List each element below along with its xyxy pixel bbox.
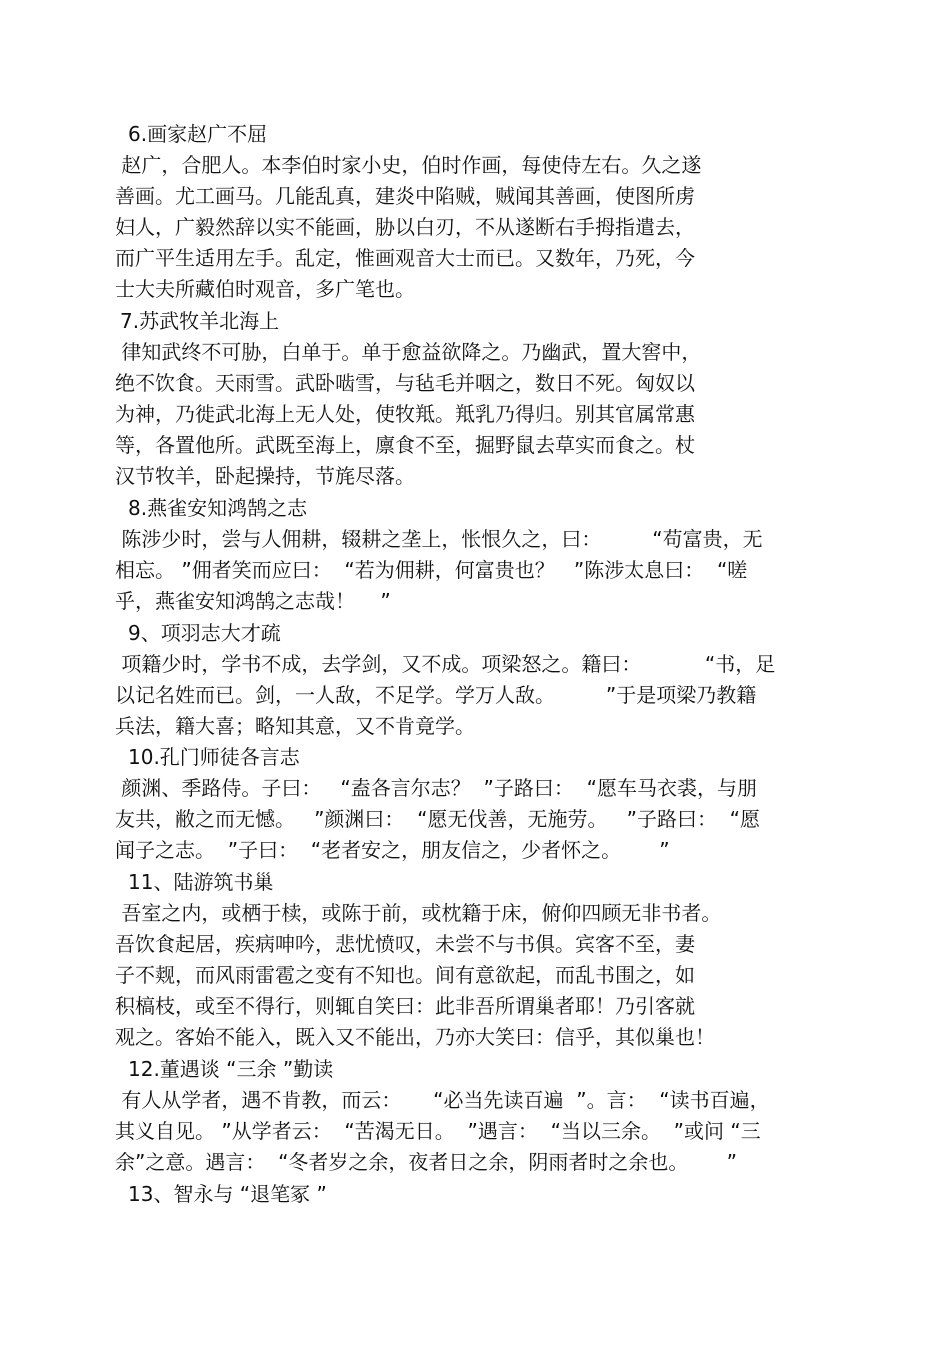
section-8-line-2: 相忘。 ”佣者笑而应曰： “若为佣耕，何富贵也？ ”陈涉太息曰： “嗟 — [115, 558, 748, 582]
section-10-line-2: 友共，敝之而无憾。 ”颜渊曰： “愿无伐善，无施劳。 ”子路曰： “愿 — [115, 807, 761, 831]
section-12-line-3: 余”之意。遇言： “冬者岁之余，夜者日之余，阴雨者时之余也。 ” — [115, 1150, 737, 1174]
section-8-line-3: 乎，燕雀安知鸿鹄之志哉！ ” — [115, 589, 391, 613]
section-12-line-2: 其义自见。 ”从学者云： “苦渴无日。 ”遇言： “当以三余。 ”或问 “三 — [115, 1119, 761, 1143]
section-8-line-1: 陈涉少时，尝与人佣耕，辍耕之垄上，怅恨久之，曰： “苟富贵，无 — [115, 527, 763, 551]
section-11-line-5: 观之。客始不能入，既入又不能出，乃亦大笑曰：信乎，其似巢也！ — [115, 1025, 715, 1049]
section-8-title: 8.燕雀安知鸿鹄之志 — [128, 496, 308, 520]
section-10-line-1: 颜渊、季路侍。子曰： “盍各言尔志？ ”子路曰： “愿车马衣裘，与朋 — [115, 776, 757, 800]
section-10-line-3: 闻子之志。 ”子曰： “老者安之，朋友信之，少者怀之。 ” — [115, 838, 670, 862]
section-6-line-3: 妇人，广毅然辞以实不能画，胁以白刃，不从遂断右手拇指遣去， — [115, 215, 695, 239]
section-9-line-3: 兵法，籍大喜；略知其意，又不肯竟学。 — [115, 714, 475, 738]
section-10-title: 10.孔门师徒各言志 — [128, 745, 300, 769]
section-7-line-2: 绝不饮食。天雨雪。武卧啮雪，与毡毛并咽之，数日不死。匈奴以 — [115, 371, 695, 395]
section-12-title: 12.董遇谈 “三余 ”勤读 — [128, 1057, 334, 1081]
section-7-line-4: 等，各置他所。武既至海上，廪食不至，掘野鼠去草实而食之。杖 — [115, 433, 695, 457]
section-11-line-4: 积槁枝，或至不得行，则辄自笑曰：此非吾所谓巢者耶！乃引客就 — [115, 994, 695, 1018]
section-11-line-1: 吾室之内，或栖于椟，或陈于前，或枕籍于床，俯仰四顾无非书者。 — [115, 901, 722, 925]
section-9-line-2: 以记名姓而已。剑，一人敌，不足学。学万人敌。 ”于是项梁乃教籍 — [115, 683, 757, 707]
section-6-title: 6.画家赵广不屈 — [128, 122, 268, 146]
section-7-title: 7.苏武牧羊北海上 — [120, 309, 280, 333]
section-6-line-4: 而广平生适用左手。乱定，惟画观音大士而已。又数年，乃死，今 — [115, 246, 695, 270]
section-9-title: 9、项羽志大才疏 — [128, 621, 281, 645]
section-7-line-3: 为神，乃徙武北海上无人处，使牧羝。羝乳乃得归。别其官属常惠 — [115, 402, 695, 426]
section-6-line-2: 善画。尤工画马。几能乱真，建炎中陷贼，贼闻其善画，使图所虏 — [115, 184, 695, 208]
section-6-line-1: 赵广，合肥人。本李伯时家小史，伯时作画，每使侍左右。久之遂 — [115, 153, 702, 177]
section-12-line-1: 有人从学者，遇不肯教，而云： “必当先读百遍 ”。言： “读书百遍， — [115, 1088, 770, 1112]
section-13-title: 13、智永与 “退笔冢 ” — [128, 1182, 327, 1206]
section-7-line-1: 律知武终不可胁，白单于。单于愈益欲降之。乃幽武，置大窖中， — [115, 340, 702, 364]
section-6-line-5: 士大夫所藏伯时观音，多广笔也。 — [115, 277, 415, 301]
section-9-line-1: 项籍少时，学书不成，去学剑，又不成。项梁怒之。籍曰： “书，足 — [115, 652, 776, 676]
section-11-line-2: 吾饮食起居，疾病呻吟，悲忧愤叹，未尝不与书俱。宾客不至，妻 — [115, 932, 695, 956]
section-7-line-5: 汉节牧羊，卧起操持，节旄尽落。 — [115, 464, 415, 488]
section-11-line-3: 子不觌，而风雨雷雹之变有不知也。间有意欲起，而乱书围之，如 — [115, 963, 695, 987]
section-11-title: 11、陆游筑书巢 — [128, 870, 274, 894]
